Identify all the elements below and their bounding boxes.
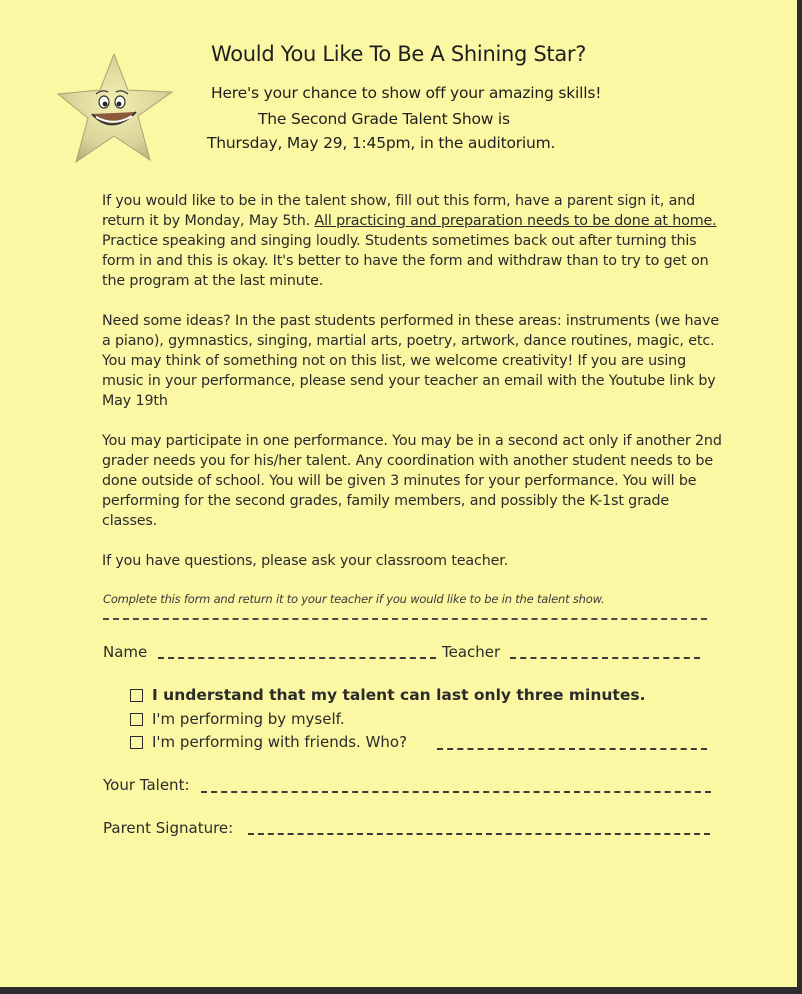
smiling-star-icon — [56, 50, 176, 170]
paragraph-instructions-underlined: All practicing and preparation needs to be done at home. — [314, 213, 717, 229]
checkbox-friends[interactable] — [130, 736, 143, 749]
page-title: Would You Like To Be A Shining Star? — [211, 42, 587, 66]
talent-blank[interactable] — [201, 791, 711, 793]
scan-border-right — [797, 0, 802, 994]
teacher-label: Teacher — [442, 643, 501, 661]
checkbox-row-friends[interactable] — [130, 733, 407, 751]
subtitle-line-1: Here's your chance to show off your amazing skills! — [211, 84, 602, 102]
checkbox-row-myself[interactable] — [130, 710, 345, 728]
checkbox-understand[interactable] — [130, 689, 143, 702]
paragraph-rules: You may participate in one performance. You may be in a second act only if another 2nd grader needs you for his/her talent. Any coordination with another student needs to be done outside of school. You will be given 3 minutes for your performance. You will be performing for the second grades, family members, and possibly the K-1st grade classes. — [102, 433, 722, 529]
checkbox-understand-label: I understand that my talent can last only three minutes. — [152, 686, 646, 704]
teacher-blank[interactable] — [510, 657, 700, 659]
scan-border-bottom — [0, 987, 802, 994]
cut-line — [103, 618, 707, 620]
friends-blank[interactable] — [437, 748, 707, 750]
signature-label: Parent Signature: — [103, 819, 234, 837]
name-blank[interactable] — [158, 657, 436, 659]
subtitle-line-3: Thursday, May 29, 1:45pm, in the auditorium. — [207, 134, 556, 152]
talent-label: Your Talent: — [103, 776, 190, 794]
subtitle-line-2: The Second Grade Talent Show is — [258, 110, 510, 128]
name-label: Name — [103, 643, 148, 661]
form-instruction: Complete this form and return it to your teacher if you would like to be in the talent show. — [103, 592, 605, 606]
signature-blank[interactable] — [248, 833, 710, 835]
paragraph-instructions-text-b: Practice speaking and singing loudly. Students sometimes back out after turning this form in and this is okay. It's better to have the form and withdraw than to try to get on the program at the last minute. — [102, 233, 709, 289]
checkbox-friends-label: I'm performing with friends. Who? — [152, 733, 408, 751]
checkbox-myself[interactable] — [130, 713, 143, 726]
checkbox-myself-label: I'm performing by myself. — [152, 710, 345, 728]
paragraph-ideas: Need some ideas? In the past students performed in these areas: instruments (we have a piano), gymnastics, singing, martial arts, poetry, artwork, dance routines, magic, etc. You may think of something not on this list, we welcome creativity! If you are using music in your performance, please send your teacher an email with the Youtube link by May 19th — [102, 313, 719, 409]
paragraph-instructions — [102, 191, 722, 291]
paragraph-instructions-text-a: If you would like to be in the talent show, fill out this form, have a parent sign it, and return it by Monday, May 5th. — [102, 193, 696, 229]
checkbox-row-understand[interactable] — [130, 686, 645, 704]
paragraph-questions: If you have questions, please ask your classroom teacher. — [102, 553, 509, 569]
